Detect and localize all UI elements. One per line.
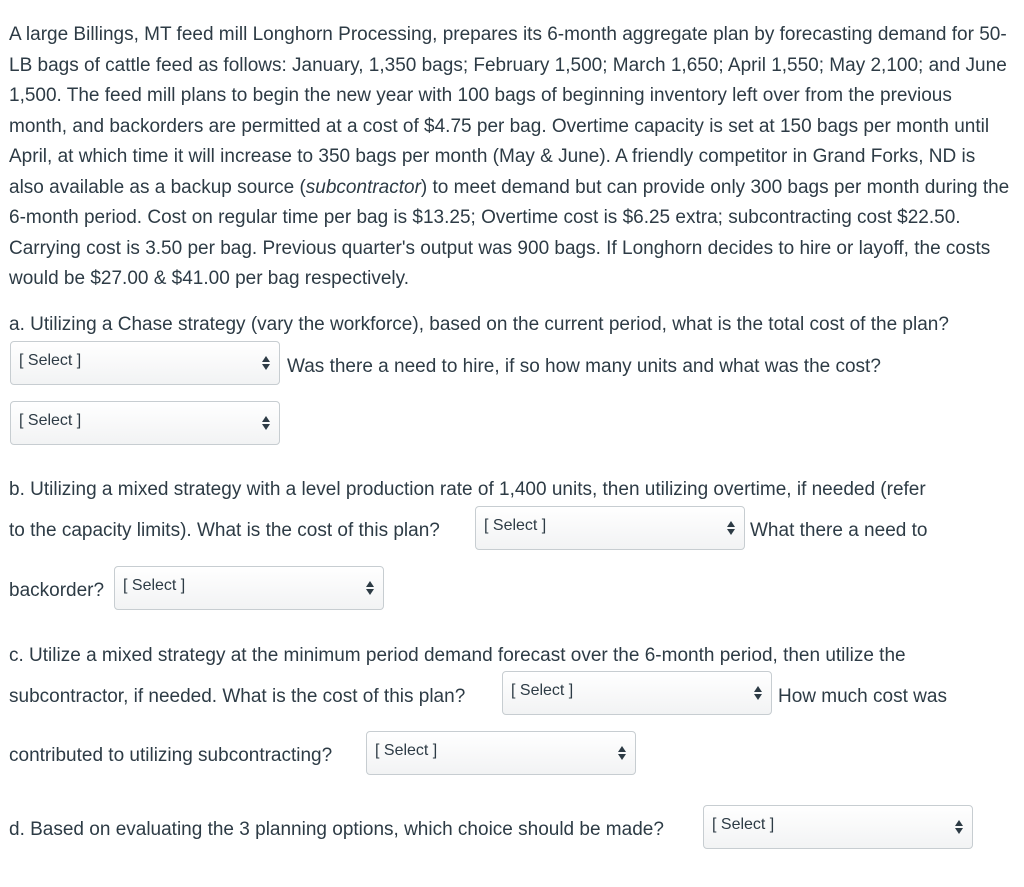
select-label: [ Select ] [123, 577, 186, 594]
select-arrows-icon [954, 819, 964, 835]
select-label: [ Select ] [19, 412, 82, 429]
question-c-cost-text: subcontractor, if needed. What is the cost of this plan? [9, 686, 466, 707]
question-b-backorder-text-2: backorder? [9, 580, 105, 601]
problem-text-end: ) to meet demand but can provide only 300 bags per month during the 6-month period. Cost on regular time per bag is $13.25; Overtime cost is $6.25 extra; subcontracting cost $22.50. Carrying cost is 3.50 per bag. Previous quarter's output was 900 bags. If Longhorn decides to hire or layoff, the costs would be $27.00 & $41.00 per bag respectively. [9, 176, 1010, 289]
question-b-text: b. Utilizing a mixed strategy with a level production rate of 1,400 units, then utilizing overtime, if needed (refer [9, 479, 926, 500]
question-b-cost-select[interactable] [475, 506, 745, 550]
question-b-backorder-text: What there a need to [750, 520, 928, 541]
question-a-hire-select[interactable] [10, 401, 280, 445]
question-b-backorder-select[interactable] [114, 566, 384, 610]
question-a-text: a. Utilizing a Chase strategy (vary the workforce), based on the current period, what is the total cost of the plan? [9, 314, 949, 335]
select-arrows-icon [365, 580, 375, 596]
question-c-cost-select[interactable] [502, 671, 772, 715]
problem-text: A large Billings, MT feed mill Longhorn Processing, prepares its 6-month aggregate plan by forecasting demand for 50-LB bags of cattle feed as follows: January, 1,350 bags; February 1,500; March 1,650; April 1,550; May 2,100; and June 1,500. The feed mill plans to begin the new year with 100 bags of beginning inventory left over from the previous month, and backorders are permitted at a cost of $4.75 per bag. Overtime capacity is set at 150 bags per month until April, at which time it will increase to 350 bags per month (May & June). A friendly competitor in Grand Forks, ND is also available as a backup source ( [9, 24, 1007, 198]
question-d-choice-select[interactable] [703, 805, 973, 849]
select-label: [ Select ] [511, 682, 574, 699]
select-label: [ Select ] [375, 742, 438, 759]
select-label: [ Select ] [712, 816, 775, 833]
select-arrows-icon [261, 415, 271, 431]
select-arrows-icon [753, 685, 763, 701]
question-c-subcontract-text: How much cost was [778, 686, 947, 707]
select-label: [ Select ] [19, 352, 82, 369]
problem-statement [9, 20, 1014, 295]
question-d-text: d. Based on evaluating the 3 planning options, which choice should be made? [9, 819, 664, 840]
question-a-hire-text: Was there a need to hire, if so how many units and what was the cost? [287, 356, 881, 377]
select-arrows-icon [617, 745, 627, 761]
question-b-cost-text: to the capacity limits). What is the cost of this plan? [9, 520, 440, 541]
select-arrows-icon [726, 520, 736, 536]
select-label: [ Select ] [484, 517, 547, 534]
question-a-cost-select[interactable] [10, 341, 280, 385]
question-c-subcontract-select[interactable] [366, 731, 636, 775]
question-c-subcontract-text-2: contributed to utilizing subcontracting? [9, 745, 333, 766]
select-arrows-icon [261, 355, 271, 371]
question-c-text: c. Utilize a mixed strategy at the minimum period demand forecast over the 6-month period, then utilize the [9, 645, 906, 666]
problem-text-italic: subcontractor [305, 176, 421, 198]
